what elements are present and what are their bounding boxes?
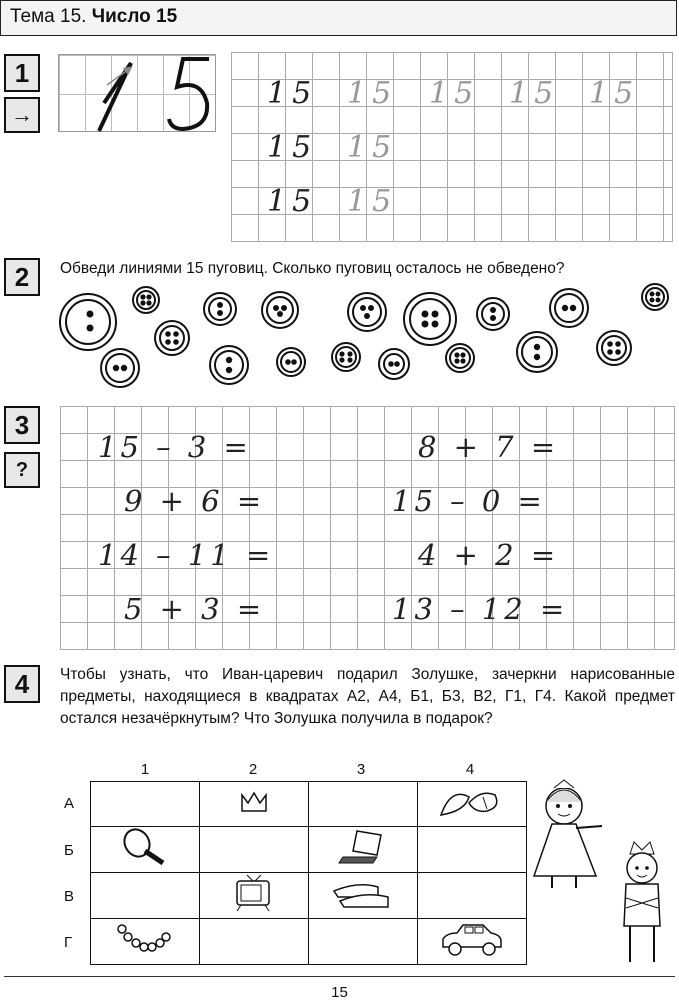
button-icon [348, 293, 386, 331]
laptop-icon [333, 827, 393, 867]
copy-grid [231, 52, 673, 242]
buttons-illustration [0, 280, 679, 390]
cell-g3[interactable] [309, 919, 418, 965]
prince-illustration [610, 838, 676, 966]
button-icon [101, 349, 139, 387]
column-header: 2 [248, 761, 258, 778]
column-header: 4 [465, 761, 475, 778]
cell-b4[interactable] [418, 827, 527, 873]
cell-b2[interactable] [200, 827, 309, 873]
cell-v3[interactable] [309, 873, 418, 919]
mirror-icon [115, 827, 175, 867]
cell-a2[interactable] [200, 782, 309, 827]
expression-left-3: 14 – 11 = [98, 538, 275, 572]
expression-left-2: 9 + 6 = [124, 484, 266, 518]
copy-row-1-light: 15 [347, 76, 398, 111]
topic-title [10, 6, 177, 28]
tv-icon [229, 873, 279, 913]
task-2-text: Обведи линиями 15 пуговиц. Сколько пуговиц осталось не обведено? [60, 260, 565, 277]
button-icon [404, 293, 456, 345]
button-icon [642, 284, 668, 310]
tulip-icon [437, 785, 507, 819]
button-icon [133, 287, 159, 313]
question-icon: ? [4, 452, 40, 488]
expression-right-2: 15 – 0 = [392, 484, 546, 518]
row-header: В [64, 888, 75, 905]
math-grid [60, 406, 675, 650]
cell-b3[interactable] [309, 827, 418, 873]
copy-row-2-dark: 15 [267, 130, 318, 165]
copy-row-1-light: 15 [429, 76, 480, 111]
button-icon [379, 349, 409, 379]
button-icon [446, 344, 474, 372]
cell-g2[interactable] [200, 919, 309, 965]
button-icon [277, 348, 305, 376]
beads-icon [110, 919, 180, 959]
button-icon [477, 298, 509, 330]
cell-v1[interactable] [91, 873, 200, 919]
button-icon [204, 293, 236, 325]
copy-row-2-light: 15 [347, 130, 398, 165]
cell-b1[interactable] [91, 827, 200, 873]
copy-row-1-dark: 15 [267, 76, 318, 111]
expression-right-3: 4 + 2 = [418, 538, 560, 572]
copy-row-3-light: 15 [347, 184, 398, 219]
button-icon [262, 292, 298, 328]
footer-divider [4, 976, 675, 977]
row-header: Б [64, 842, 74, 859]
button-icon [332, 343, 360, 371]
page-number: 15 [331, 984, 348, 1001]
cell-a4[interactable] [418, 782, 527, 827]
copy-row-1-light: 15 [509, 76, 560, 111]
crown-icon [234, 787, 274, 817]
cell-v2[interactable] [200, 873, 309, 919]
column-header: 1 [140, 761, 150, 778]
task-4-number: 4 [4, 665, 40, 703]
copy-row-1-light: 15 [589, 76, 640, 111]
expression-left-4: 5 + 3 = [124, 592, 266, 626]
task-4-text: Чтобы узнать, что Иван-царевич подарил Золушке, зачеркни нарисованные предметы, находящиеся в квадратах А2, А4, Б1, Б3, В2, Г1, Г4. Какой предмет остался незачёркнутым? Что Золушка получила в подарок? [60, 666, 675, 727]
row-header: Г [64, 934, 73, 951]
task-3-number: 3 [4, 406, 40, 444]
button-icon [60, 294, 116, 350]
arrow-icon: → [4, 97, 40, 133]
button-icon [155, 321, 189, 355]
digit-sample-15 [59, 55, 217, 133]
cell-g1[interactable] [91, 919, 200, 965]
topic-prefix: Тема 15. [10, 6, 87, 27]
task-2-number: 2 [4, 258, 40, 296]
copy-row-3-dark: 15 [267, 184, 318, 219]
topic-name: Число 15 [91, 6, 178, 27]
cell-v4[interactable] [418, 873, 527, 919]
cell-g4[interactable] [418, 919, 527, 965]
cell-a3[interactable] [309, 782, 418, 827]
button-icon [210, 346, 248, 384]
button-icon [517, 332, 557, 372]
shoes-icon [328, 873, 398, 913]
expression-right-1: 8 + 7 = [418, 430, 560, 464]
expression-left-1: 15 – 3 = [98, 430, 252, 464]
button-icon [550, 289, 588, 327]
car-icon [437, 919, 507, 959]
task-1-number: 1 [4, 54, 40, 92]
button-icon [597, 331, 631, 365]
item-grid-table [90, 781, 527, 965]
column-header: 3 [356, 761, 366, 778]
row-header: А [64, 795, 75, 812]
expression-right-4: 13 – 12 = [392, 592, 569, 626]
cell-a1[interactable] [91, 782, 200, 827]
digit-sample-box [58, 54, 216, 132]
